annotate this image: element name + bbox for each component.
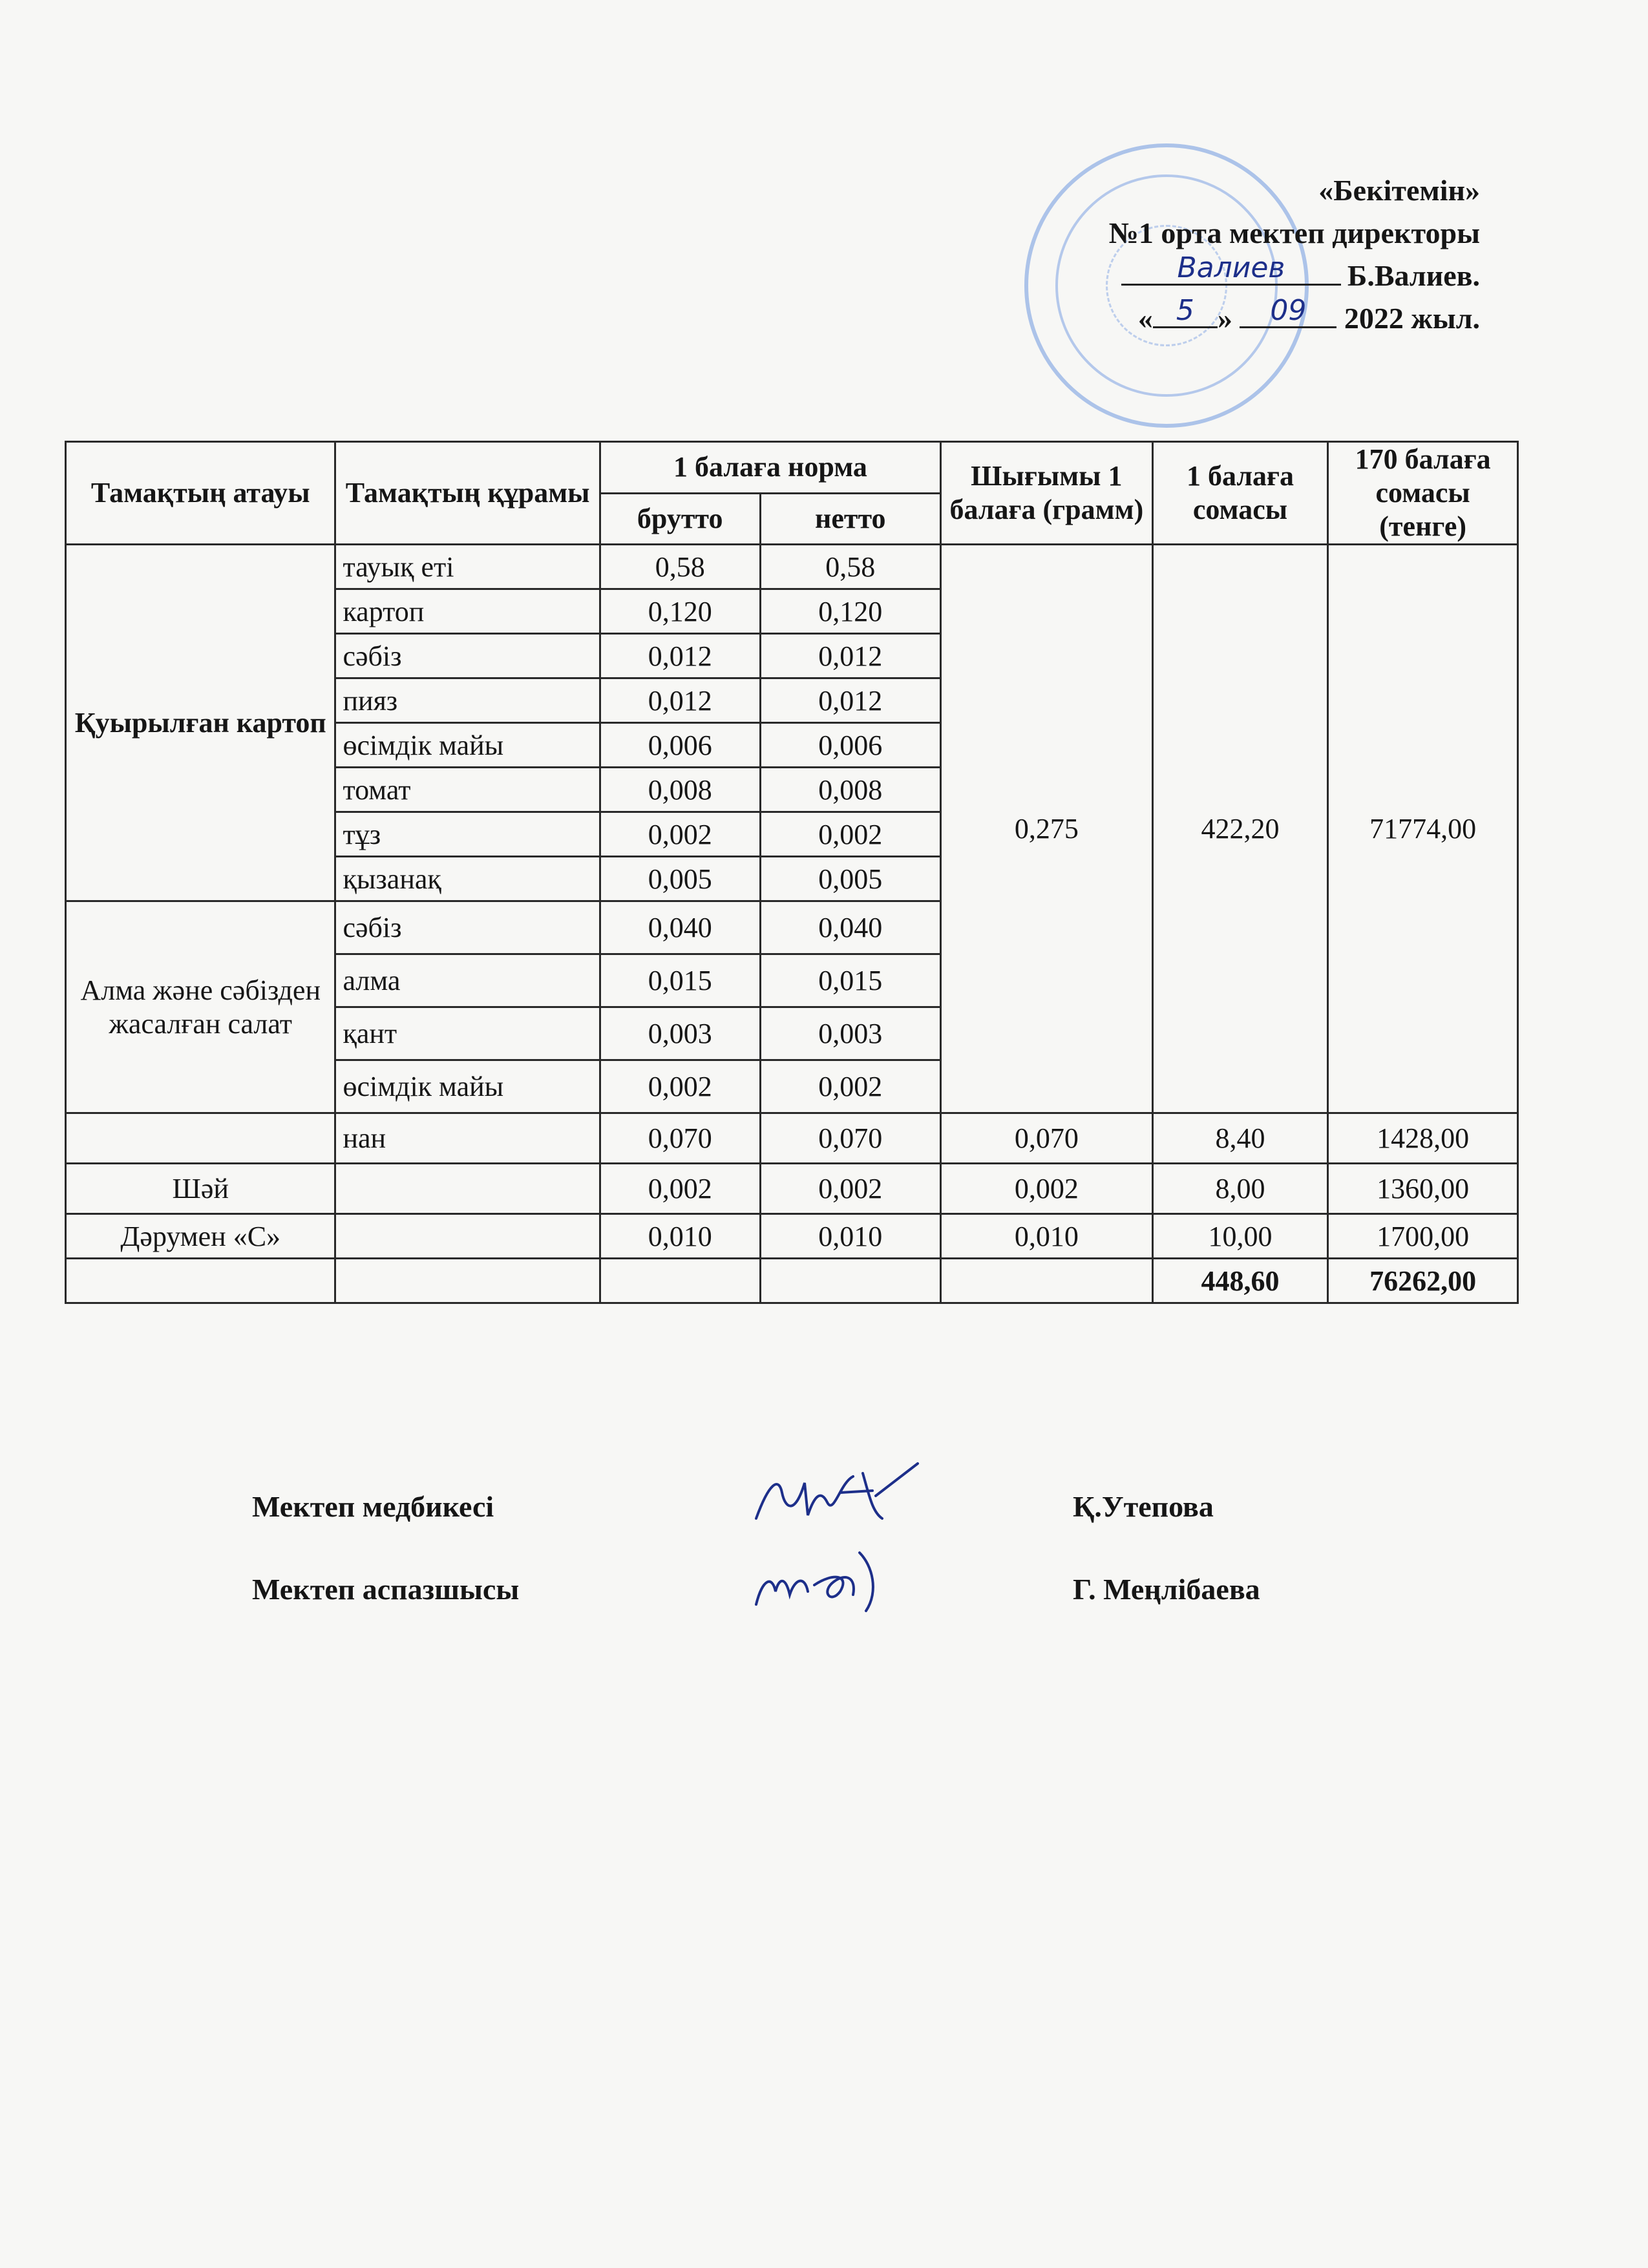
netto-cell: 0,012 bbox=[760, 678, 941, 723]
table-row bbox=[66, 545, 1518, 589]
header-netto: нетто bbox=[760, 493, 941, 545]
empty-cell bbox=[941, 1259, 1153, 1303]
empty-cell bbox=[600, 1259, 760, 1303]
netto-cell: 0,003 bbox=[760, 1007, 941, 1060]
date-month-blank bbox=[1240, 294, 1336, 328]
ingredient-cell: өсімдік майы bbox=[335, 1060, 600, 1113]
group-cost-total: 71774,00 bbox=[1328, 545, 1518, 1113]
brutto-cell: 0,008 bbox=[600, 768, 760, 812]
ingredient-cell: қант bbox=[335, 1007, 600, 1060]
food-name-cell bbox=[66, 1113, 335, 1164]
empty-cell bbox=[66, 1259, 335, 1303]
brutto-cell: 0,015 bbox=[600, 954, 760, 1007]
netto-cell: 0,012 bbox=[760, 634, 941, 678]
director-signature-text: Валиев bbox=[1177, 251, 1285, 284]
brutto-cell: 0,120 bbox=[600, 589, 760, 634]
ingredient-cell: алма bbox=[335, 954, 600, 1007]
netto-cell: 0,005 bbox=[760, 857, 941, 901]
header-composition: Тамақтың құрамы bbox=[335, 442, 600, 545]
ingredient-cell bbox=[335, 1214, 600, 1259]
empty-cell bbox=[760, 1259, 941, 1303]
nurse-signature bbox=[743, 1457, 937, 1535]
brutto-cell: 0,58 bbox=[600, 545, 760, 589]
cost-one-cell: 8,00 bbox=[1152, 1164, 1328, 1214]
header-norm: 1 балаға норма bbox=[600, 442, 940, 494]
empty-cell bbox=[335, 1259, 600, 1303]
date-month: 09 bbox=[1270, 294, 1307, 327]
menu-table bbox=[65, 441, 1519, 1304]
table-row bbox=[66, 1164, 1518, 1214]
brutto-cell: 0,010 bbox=[600, 1214, 760, 1259]
brutto-cell: 0,003 bbox=[600, 1007, 760, 1060]
ingredient-cell: тауық еті bbox=[335, 545, 600, 589]
ingredient-cell: картоп bbox=[335, 589, 600, 634]
netto-cell: 0,040 bbox=[760, 901, 941, 954]
approval-title: «Бекітемін» bbox=[1318, 174, 1480, 207]
netto-cell: 0,120 bbox=[760, 589, 941, 634]
cook-signature bbox=[743, 1540, 937, 1617]
ingredient-cell: өсімдік майы bbox=[335, 723, 600, 768]
table-row bbox=[66, 1113, 1518, 1164]
output-cell: 0,002 bbox=[941, 1164, 1153, 1214]
cost-one-cell: 10,00 bbox=[1152, 1214, 1328, 1259]
food-name-cell: Дәрумен «С» bbox=[66, 1214, 335, 1259]
header-cost-one: 1 балаға сомасы bbox=[1152, 442, 1328, 545]
date-day-blank bbox=[1153, 294, 1218, 328]
header-food-name: Тамақтың атауы bbox=[66, 442, 335, 545]
header-row bbox=[66, 442, 1518, 494]
brutto-cell: 0,005 bbox=[600, 857, 760, 901]
total-row bbox=[66, 1259, 1518, 1303]
group-cost-one: 422,20 bbox=[1152, 545, 1328, 1113]
netto-cell: 0,58 bbox=[760, 545, 941, 589]
output-cell: 0,070 bbox=[941, 1113, 1153, 1164]
total-cost-one: 448,60 bbox=[1152, 1259, 1328, 1303]
food-name-cell: Шәй bbox=[66, 1164, 335, 1214]
header-brutto: брутто bbox=[600, 493, 760, 545]
cook-role: Мектеп аспазшысы bbox=[252, 1573, 520, 1606]
table-row bbox=[66, 1214, 1518, 1259]
netto-cell: 0,010 bbox=[760, 1214, 941, 1259]
brutto-cell: 0,070 bbox=[600, 1113, 760, 1164]
director-signature bbox=[1121, 251, 1341, 286]
brutto-cell: 0,012 bbox=[600, 678, 760, 723]
brutto-cell: 0,002 bbox=[600, 812, 760, 857]
date-close-quote: » bbox=[1217, 302, 1232, 335]
ingredient-cell: қызанақ bbox=[335, 857, 600, 901]
nurse-role: Мектеп медбикесі bbox=[252, 1490, 494, 1523]
cook-name: Г. Меңлібаева bbox=[1073, 1573, 1260, 1606]
signature-row-cook bbox=[252, 1572, 1415, 1655]
brutto-cell: 0,002 bbox=[600, 1164, 760, 1214]
approval-position: №1 орта мектеп директоры bbox=[1108, 216, 1480, 249]
approval-signature-line bbox=[1109, 251, 1480, 297]
brutto-cell: 0,012 bbox=[600, 634, 760, 678]
director-name: Б.Валиев. bbox=[1347, 259, 1480, 292]
header-cost-total: 170 балаға сомасы (тенге) bbox=[1328, 442, 1518, 545]
group1-name: Қуырылған картоп bbox=[66, 545, 335, 901]
date-year: 2022 жыл. bbox=[1344, 302, 1480, 335]
netto-cell: 0,006 bbox=[760, 723, 941, 768]
group2-name: Алма және сәбізден жасалған салат bbox=[66, 901, 335, 1113]
cost-one-cell: 8,40 bbox=[1152, 1113, 1328, 1164]
cost-total-cell: 1700,00 bbox=[1328, 1214, 1518, 1259]
group-output: 0,275 bbox=[941, 545, 1153, 1113]
ingredient-cell bbox=[335, 1164, 600, 1214]
signature-block bbox=[252, 1489, 1415, 1655]
netto-cell: 0,070 bbox=[760, 1113, 941, 1164]
brutto-cell: 0,006 bbox=[600, 723, 760, 768]
total-cost-total: 76262,00 bbox=[1328, 1259, 1518, 1303]
ingredient-cell: нан bbox=[335, 1113, 600, 1164]
ingredient-cell: тұз bbox=[335, 812, 600, 857]
netto-cell: 0,002 bbox=[760, 812, 941, 857]
date-day: 5 bbox=[1176, 294, 1194, 327]
cost-total-cell: 1428,00 bbox=[1328, 1113, 1518, 1164]
output-cell: 0,010 bbox=[941, 1214, 1153, 1259]
netto-cell: 0,008 bbox=[760, 768, 941, 812]
brutto-cell: 0,002 bbox=[600, 1060, 760, 1113]
ingredient-cell: сәбіз bbox=[335, 901, 600, 954]
approval-date bbox=[1109, 294, 1480, 340]
netto-cell: 0,015 bbox=[760, 954, 941, 1007]
cost-total-cell: 1360,00 bbox=[1328, 1164, 1518, 1214]
nurse-name: Қ.Утепова bbox=[1073, 1490, 1214, 1523]
ingredient-cell: сәбіз bbox=[335, 634, 600, 678]
ingredient-cell: пияз bbox=[335, 678, 600, 723]
approval-block bbox=[1109, 169, 1480, 340]
netto-cell: 0,002 bbox=[760, 1164, 941, 1214]
netto-cell: 0,002 bbox=[760, 1060, 941, 1113]
date-open-quote: « bbox=[1137, 302, 1153, 335]
header-output: Шығымы 1 балаға (грамм) bbox=[941, 442, 1153, 545]
brutto-cell: 0,040 bbox=[600, 901, 760, 954]
ingredient-cell: томат bbox=[335, 768, 600, 812]
